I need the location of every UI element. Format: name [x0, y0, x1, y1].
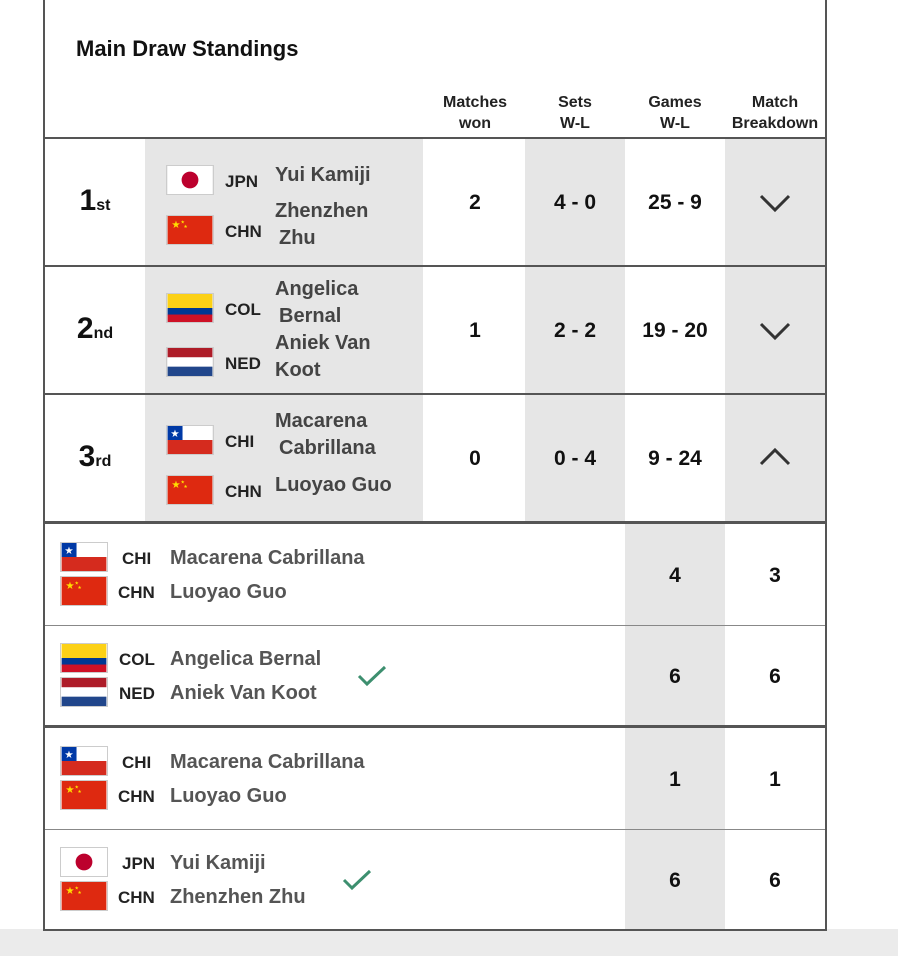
svg-text:★: ★ [77, 585, 82, 591]
player-name [275, 408, 376, 462]
col-header-line: Match [751, 94, 799, 111]
player-name-line: Koot [275, 359, 321, 381]
player-name-line: Zhu [279, 227, 316, 249]
winner-check-icon [356, 664, 388, 688]
flag-jpn-icon [60, 847, 108, 877]
player-name-line: Aniek Van [275, 332, 371, 354]
player-name: Macarena Cabrillana [170, 547, 365, 569]
svg-text:★: ★ [171, 220, 181, 232]
rank-label [45, 184, 145, 218]
svg-text:★: ★ [180, 219, 185, 225]
flag-chn-icon [166, 475, 214, 505]
country-code: CHI [122, 753, 152, 772]
rank-suffix: nd [93, 325, 114, 342]
set-score: 3 [769, 564, 781, 587]
svg-text:★: ★ [183, 484, 188, 490]
player-name: Aniek Van Koot [170, 682, 317, 704]
player-name: Yui Kamiji [170, 852, 266, 874]
col-header-line: Matches [442, 94, 508, 111]
rank-number: 3 [78, 440, 96, 473]
flag-chn-icon [166, 215, 214, 245]
games-value: 19 - 20 [642, 319, 708, 342]
chevron-down-icon[interactable] [757, 190, 793, 214]
country-code: CHN [118, 888, 155, 907]
svg-text:★: ★ [65, 785, 75, 797]
svg-text:★: ★ [64, 750, 74, 762]
flag-chi-icon [60, 746, 108, 776]
col-header-line: W-L [660, 115, 690, 132]
player-name: Zhenzhen Zhu [170, 886, 306, 908]
col-games-header [625, 92, 725, 134]
matches-won-value: 2 [469, 191, 481, 214]
svg-text:★: ★ [74, 885, 79, 891]
country-code: COL [225, 300, 261, 319]
col-sets-header [525, 92, 625, 134]
player-name-line: Bernal [279, 305, 342, 327]
country-code: JPN [225, 172, 259, 191]
divider [45, 829, 825, 830]
svg-text:★: ★ [65, 886, 75, 898]
col-header-line: won [459, 115, 491, 132]
svg-text:★: ★ [77, 789, 82, 795]
country-code: CHN [118, 787, 155, 806]
svg-text:★: ★ [64, 546, 74, 558]
country-code: CHI [122, 549, 152, 568]
country-code: JPN [122, 854, 156, 873]
col-header-line: W-L [560, 115, 590, 132]
flag-ned-icon [166, 347, 214, 377]
svg-text:★: ★ [170, 429, 180, 441]
games-value: 25 - 9 [648, 191, 702, 214]
svg-text:★: ★ [171, 480, 181, 492]
svg-text:★: ★ [74, 580, 79, 586]
flag-chi-icon [166, 425, 214, 455]
player-name-line: Cabrillana [279, 437, 376, 459]
svg-text:★: ★ [74, 784, 79, 790]
rank-label [45, 312, 145, 346]
player-name [275, 330, 371, 384]
col-matches-won-header [425, 92, 525, 134]
player-name-line: Yui Kamiji [275, 164, 371, 186]
set-score: 6 [769, 869, 781, 892]
player-name [275, 276, 358, 330]
sets-value: 2 - 2 [553, 319, 597, 342]
country-code: CHN [225, 482, 262, 501]
country-code: NED [119, 684, 155, 703]
set-score: 4 [669, 564, 681, 587]
page-title: Main Draw Standings [76, 36, 299, 61]
player-name: Luoyao Guo [170, 785, 287, 807]
match-divider [45, 725, 825, 728]
country-code: COL [119, 650, 155, 669]
player-name-line: Luoyao Guo [275, 474, 392, 496]
rank-label [45, 440, 145, 474]
set-score: 1 [669, 768, 681, 791]
flag-chn-icon [60, 881, 108, 911]
winner-check-icon [341, 868, 373, 892]
divider [45, 265, 825, 267]
flag-col-icon [166, 293, 214, 323]
player-name: Luoyao Guo [170, 581, 287, 603]
divider [45, 625, 825, 626]
set-score: 6 [669, 665, 681, 688]
flag-chn-icon [60, 780, 108, 810]
player-name-line: Angelica [275, 278, 359, 300]
col-header-line: Sets [558, 94, 592, 111]
flag-col-icon [60, 643, 108, 673]
set-score: 6 [769, 665, 781, 688]
svg-text:★: ★ [65, 581, 75, 593]
player-name-line: Zhenzhen [275, 200, 369, 222]
col-header-line: Breakdown [731, 115, 819, 132]
svg-text:★: ★ [77, 890, 82, 896]
set-score: 1 [769, 768, 781, 791]
games-value: 9 - 24 [648, 447, 702, 470]
flag-chi-icon [60, 542, 108, 572]
svg-text:★: ★ [180, 479, 185, 485]
divider [45, 393, 825, 395]
player-name-line: Macarena [275, 410, 368, 432]
flag-jpn-icon [166, 165, 214, 195]
divider [45, 137, 825, 139]
player-name [275, 472, 392, 499]
svg-text:★: ★ [183, 224, 188, 230]
country-code: CHN [225, 222, 262, 241]
col-breakdown-header [725, 92, 825, 134]
matches-won-value: 1 [469, 319, 481, 342]
player-name [275, 162, 371, 189]
col-header-line: Games [648, 94, 702, 111]
flag-chn-icon [60, 576, 108, 606]
matches-won-value: 0 [469, 447, 481, 470]
set-score: 6 [669, 869, 681, 892]
country-code: CHI [225, 432, 255, 451]
player-name: Angelica Bernal [170, 648, 322, 670]
country-code: CHN [118, 583, 155, 602]
player-name: Macarena Cabrillana [170, 751, 365, 773]
rank-suffix: rd [95, 453, 112, 470]
country-code: NED [225, 354, 261, 373]
page-background [0, 929, 898, 956]
sets-value: 4 - 0 [553, 191, 597, 214]
rank-suffix: st [96, 197, 111, 214]
rank-number: 1 [79, 184, 97, 217]
flag-ned-icon [60, 677, 108, 707]
player-name [275, 198, 368, 252]
chevron-up-icon[interactable] [757, 444, 793, 468]
rank-number: 2 [76, 312, 94, 345]
chevron-down-icon[interactable] [757, 318, 793, 342]
sets-value: 0 - 4 [553, 447, 597, 470]
standings-panel [43, 0, 827, 931]
